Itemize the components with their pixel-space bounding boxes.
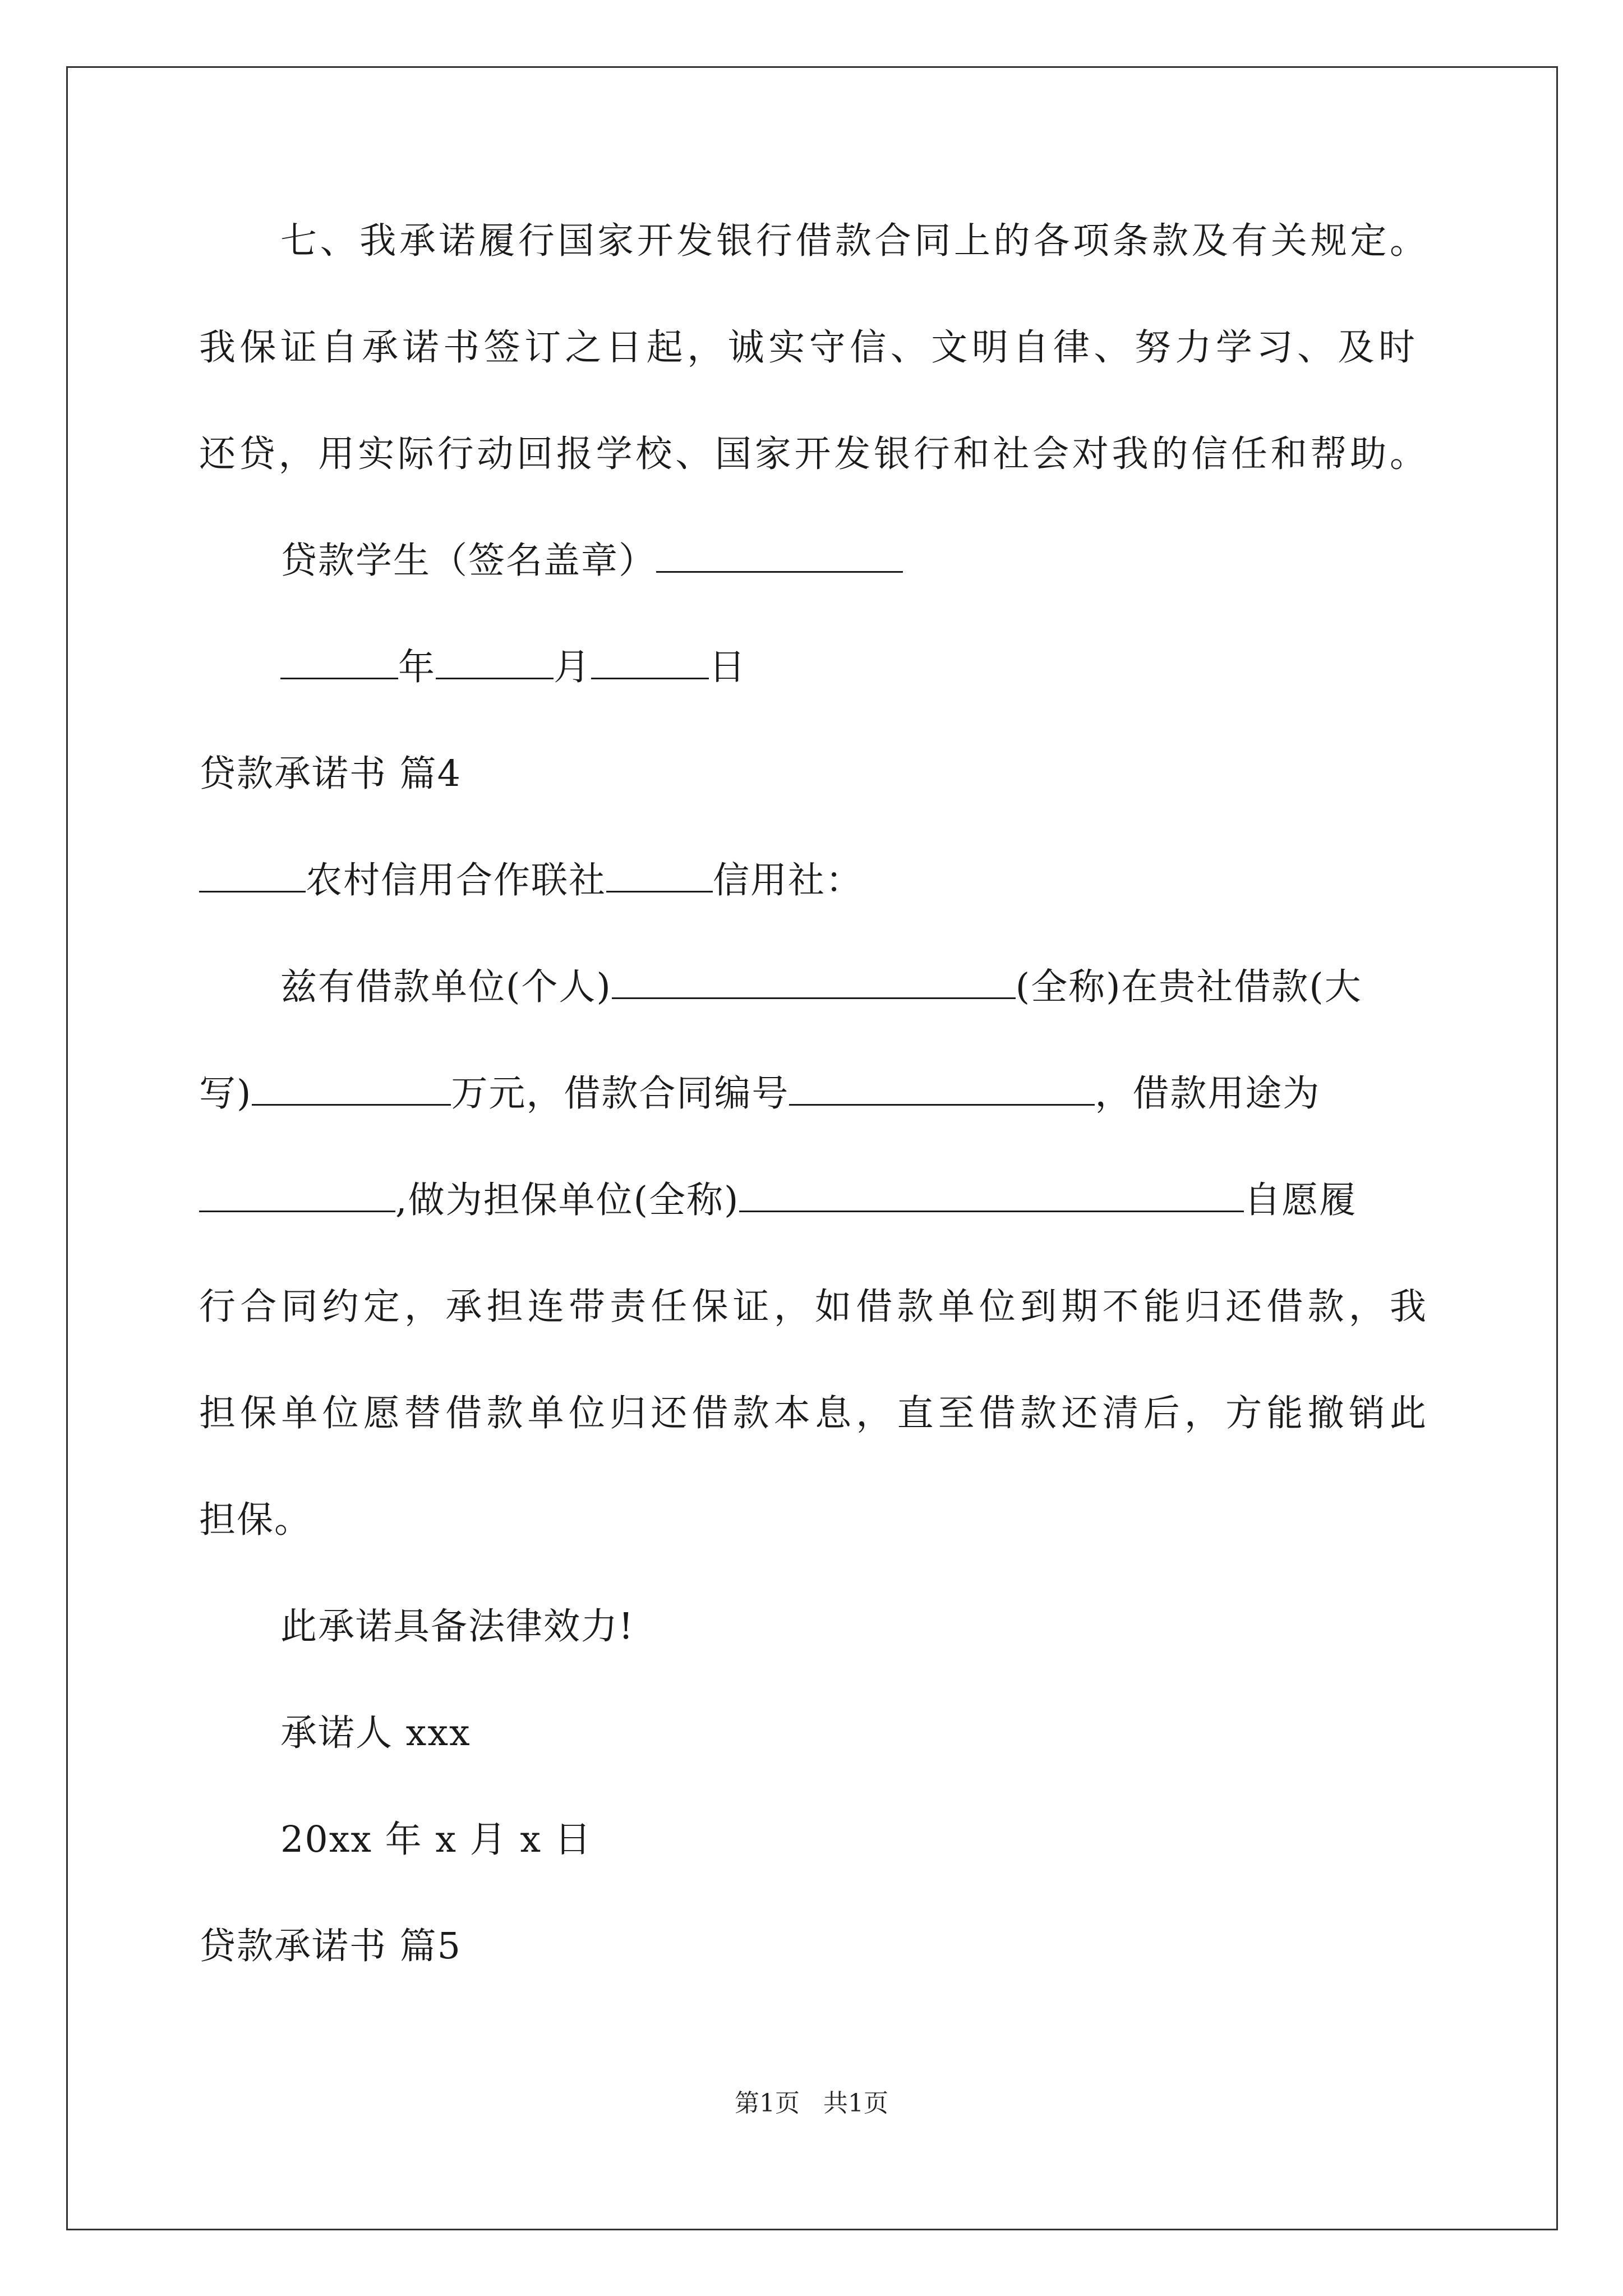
student-signature-line	[280, 536, 903, 586]
month-label: 月	[554, 646, 592, 688]
page-number-current: 第1页	[735, 2089, 800, 2118]
page-border	[66, 66, 1558, 2230]
contract-number-label: 万元，借款合同编号	[451, 1073, 790, 1115]
signature-blank	[656, 536, 903, 573]
date-blank-line	[280, 642, 746, 693]
union-blank	[199, 856, 306, 892]
amount-uppercase-label: 写)	[199, 1073, 252, 1115]
year-blank	[280, 643, 398, 679]
clause-seven-line-2: 我保证自承诺书签订之日起，诚实守信、文明自律、努力学习、及时	[199, 326, 1416, 369]
guarantee-line-1	[280, 962, 1362, 1013]
borrower-name-blank	[612, 963, 1016, 999]
loan-purpose-blank	[199, 1176, 395, 1212]
contract-number-blank	[789, 1069, 1095, 1106]
legal-effect-line: 此承诺具备法律效力!	[280, 1605, 635, 1648]
clause-seven-line-3: 还贷，用实际行动回报学校、国家开发银行和社会对我的信任和帮助。	[199, 433, 1427, 475]
section-4-title: 贷款承诺书 篇4	[199, 753, 462, 795]
amount-blank	[252, 1069, 451, 1106]
page-number-total: 共1页	[823, 2089, 888, 2118]
guarantee-line-6: 担保。	[199, 1499, 312, 1541]
guarantor-label: ,做为担保单位(全称)	[395, 1179, 740, 1221]
page-footer	[0, 2087, 1623, 2120]
day-label: 日	[709, 646, 747, 688]
full-name-note: (全称)在贵社借款(大	[1015, 966, 1362, 1008]
section-5-title: 贷款承诺书 篇5	[199, 1925, 462, 1967]
year-label: 年	[398, 646, 436, 688]
promisor-line: 承诺人 xxx	[280, 1712, 471, 1754]
addressee-line	[199, 855, 863, 906]
guarantee-line-5: 担保单位愿替借款单位归还借款本息，直至借款还清后，方能撤销此	[199, 1392, 1427, 1434]
day-blank	[591, 643, 709, 679]
union-label: 农村信用合作联社	[306, 859, 607, 901]
guarantor-name-blank	[739, 1176, 1244, 1212]
coop-blank	[606, 856, 713, 892]
signature-label: 贷款学生（签名盖章）	[280, 540, 657, 582]
guarantee-line-4: 行合同约定，承担连带责任保证，如借款单位到期不能归还借款，我	[199, 1286, 1427, 1328]
borrower-label: 兹有借款单位(个人)	[280, 966, 612, 1008]
voluntary-label: 自愿履	[1244, 1179, 1357, 1221]
coop-label: 信用社：	[713, 859, 864, 901]
guarantee-line-2	[199, 1069, 1320, 1119]
loan-purpose-label: ，借款用途为	[1095, 1073, 1321, 1115]
promise-date-line: 20xx 年 x 月 x 日	[280, 1819, 592, 1861]
clause-seven-line-1: 七、我承诺履行国家开发银行借款合同上的各项条款及有关规定。	[280, 220, 1427, 262]
guarantee-line-3	[199, 1175, 1357, 1226]
month-blank	[436, 643, 554, 679]
